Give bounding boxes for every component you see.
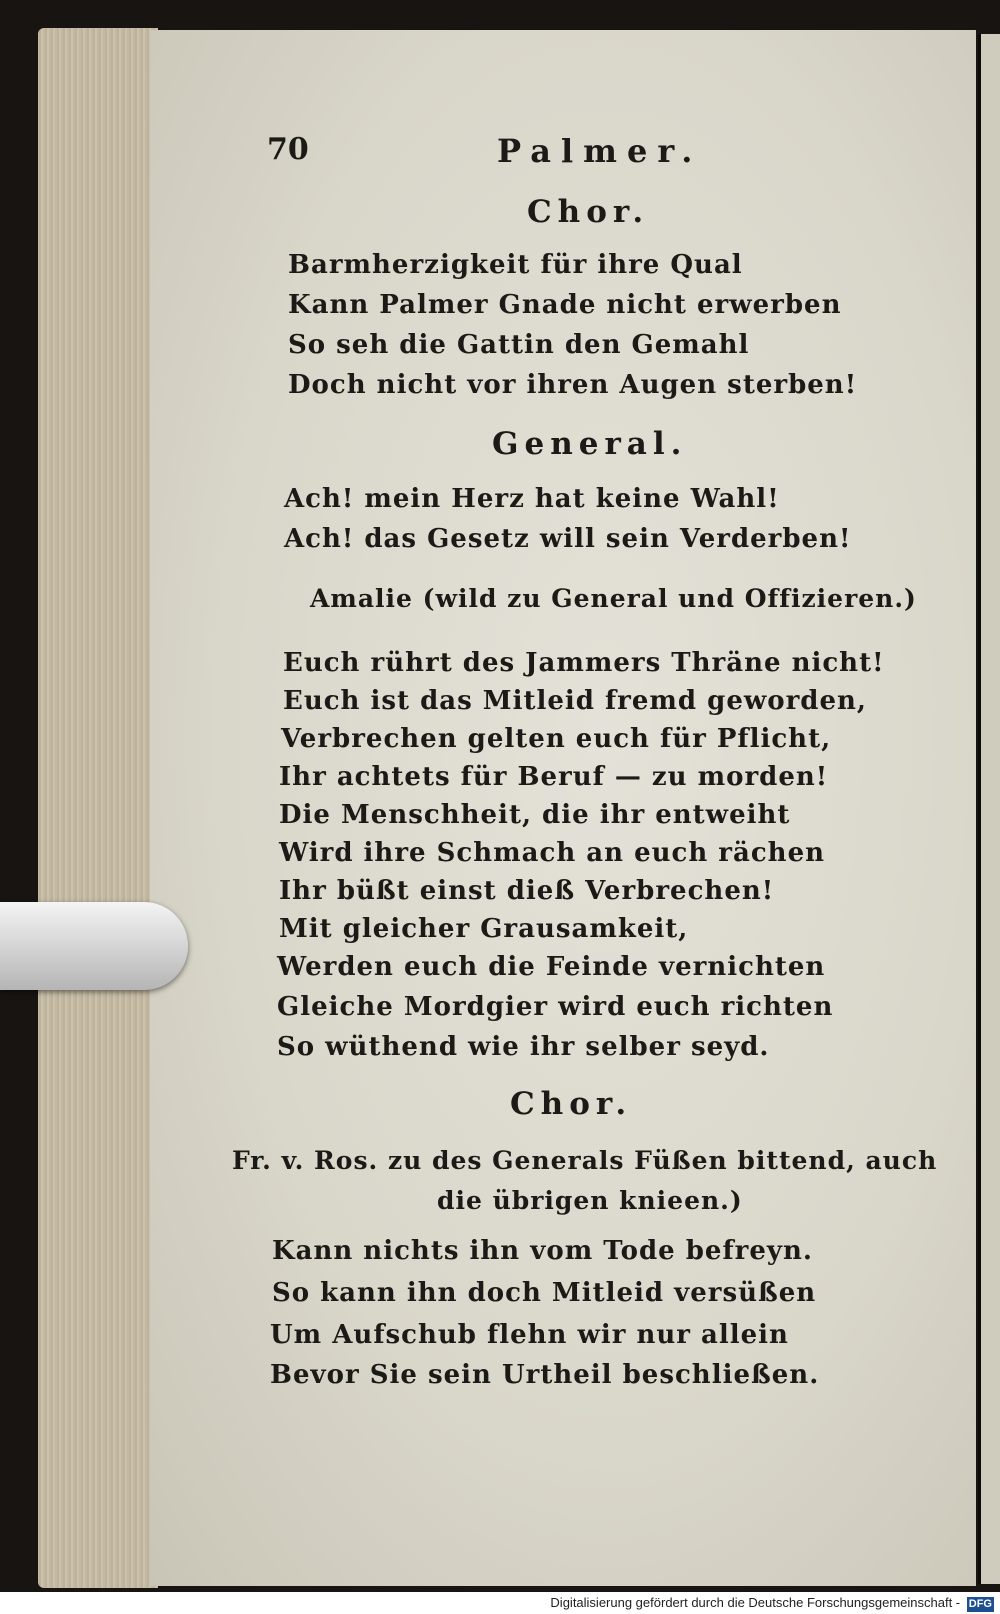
page-number: 70 bbox=[267, 132, 309, 167]
verse-line: Bevor Sie sein Urtheil beschließen. bbox=[270, 1360, 820, 1390]
verse-line: Euch rührt des Jammers Thräne nicht! bbox=[283, 648, 885, 678]
verse-line: Um Aufschub flehn wir nur allein bbox=[270, 1320, 789, 1350]
stage-direction-ros: Fr. v. Ros. zu des Generals Füßen bittend, auch bbox=[232, 1146, 938, 1175]
verse-line: Die Menschheit, die ihr entweiht bbox=[279, 800, 791, 830]
verse-line: Verbrechen gelten euch für Pflicht, bbox=[281, 724, 832, 754]
speaker-chor: Chor. bbox=[510, 1086, 633, 1122]
verse-line: So wüthend wie ihr selber seyd. bbox=[277, 1032, 770, 1062]
stage-direction-amalie: Amalie (wild zu General und Offizieren.) bbox=[310, 584, 917, 613]
verse-line: Mit gleicher Grausamkeit, bbox=[279, 914, 689, 944]
verse-line: Euch ist das Mitleid fremd geworden, bbox=[283, 686, 867, 716]
verse-line: Ihr büßt einst dieß Verbrechen! bbox=[279, 876, 775, 906]
verse-line: So kann ihn doch Mitleid versüßen bbox=[272, 1278, 817, 1308]
dfg-logo: DFG bbox=[968, 1598, 992, 1610]
verse-line: Kann Palmer Gnade nicht erwerben bbox=[288, 290, 842, 320]
verse-line: Wird ihre Schmach an euch rächen bbox=[279, 838, 826, 868]
verse-line: Doch nicht vor ihren Augen sterben! bbox=[288, 370, 858, 400]
verse-line: Werden euch die Feinde vernichten bbox=[277, 952, 826, 982]
verse-line: Gleiche Mordgier wird euch richten bbox=[277, 992, 834, 1022]
speaker-chor: Chor. bbox=[527, 194, 650, 230]
verse-line: Ach! das Gesetz will sein Verderben! bbox=[284, 524, 852, 554]
book-page-edges bbox=[38, 28, 158, 1588]
speaker-general: General. bbox=[492, 426, 688, 462]
running-title: Palmer. bbox=[497, 132, 703, 170]
page-holder-clip bbox=[0, 902, 188, 990]
verse-line: Barmherzigkeit für ihre Qual bbox=[288, 250, 743, 280]
verse-line: So seh die Gattin den Gemahl bbox=[288, 330, 750, 360]
verse-line: Ach! mein Herz hat keine Wahl! bbox=[284, 484, 780, 514]
adjacent-page bbox=[978, 34, 1000, 1584]
digitization-credit bbox=[0, 1592, 1000, 1614]
credit-text: Digitalisierung gefördert durch die Deutsche Forschungsgemeinschaft - bbox=[550, 1595, 961, 1610]
verse-line: Ihr achtets für Beruf — zu morden! bbox=[279, 762, 829, 792]
verse-line: Kann nichts ihn vom Tode befreyn. bbox=[272, 1236, 813, 1266]
stage-direction-ros: die übrigen knieen.) bbox=[437, 1186, 743, 1215]
